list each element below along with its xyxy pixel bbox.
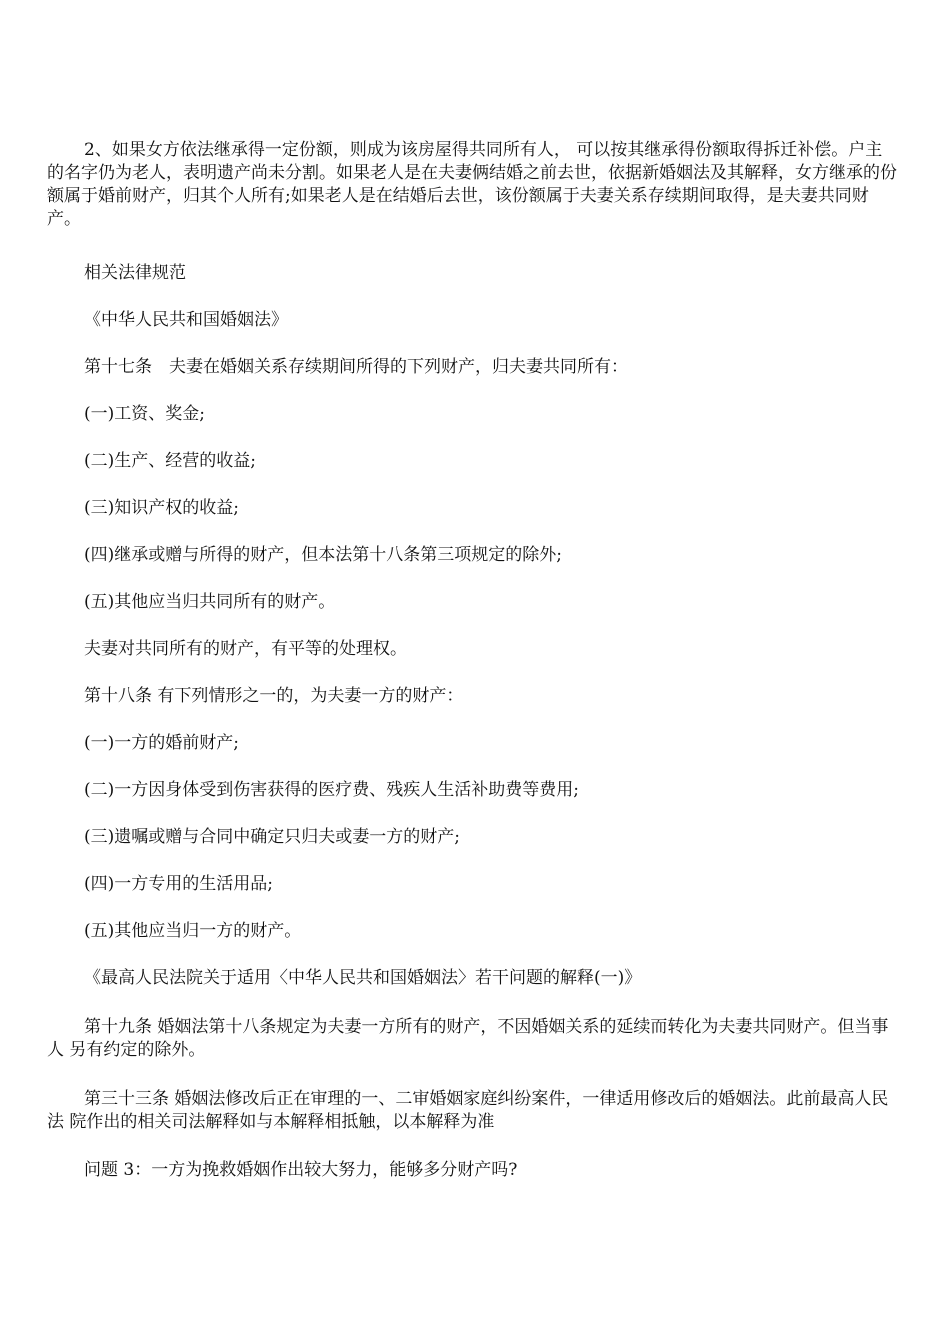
- article-18-item-4: (四)一方专用的生活用品;: [84, 874, 273, 894]
- question-3: 问题 3：一方为挽救婚姻作出较大努力，能够多分财产吗?: [84, 1160, 518, 1180]
- article-18-item-2: (二)一方因身体受到伤害获得的医疗费、残疾人生活补助费等费用;: [84, 780, 579, 800]
- interpretation-article-19: 第十九条 婚姻法第十八条规定为夫妻一方所有的财产，不因婚姻关系的延续而转化为夫妻共同财产。但当事人 另有约定的除外。: [47, 1017, 889, 1060]
- article-17-item-1: (一)工资、奖金;: [84, 404, 205, 424]
- article-18: 第十八条 有下列情形之一的，为夫妻一方的财产：: [84, 686, 464, 706]
- law-title-judicial-interpretation: 《最高人民法院关于适用〈中华人民共和国婚姻法〉若干问题的解释(一)》: [84, 968, 642, 988]
- article-17: 第十七条 夫妻在婚姻关系存续期间所得的下列财产，归夫妻共同所有：: [84, 357, 628, 377]
- article-18-item-5: (五)其他应当归一方的财产。: [84, 921, 302, 941]
- law-title-marriage-law: 《中华人民共和国婚姻法》: [84, 310, 288, 330]
- article-17-item-4: (四)继承或赠与所得的财产，但本法第十八条第三项规定的除外;: [84, 545, 562, 565]
- article-18-item-1: (一)一方的婚前财产;: [84, 733, 239, 753]
- article-17-equal-rights: 夫妻对共同所有的财产，有平等的处理权。: [84, 639, 407, 659]
- section-heading-related-laws: 相关法律规范: [84, 263, 186, 283]
- article-18-item-3: (三)遗嘱或赠与合同中确定只归夫或妻一方的财产;: [84, 827, 460, 847]
- paragraph-inheritance-share: 2、如果女方依法继承得一定份额，则成为该房屋得共同所有人， 可以按其继承得份额取得拆迁补偿。户主的名字仍为老人，表明遗产尚未分割。如果老人是在夫妻俩结婚之前去世，依据新婚姻法及其解释，女方继承的份额属于婚前财产，归其个人所有;如果老人是在结婚后去世，该份额属于夫妻关系存续期间取得，是夫妻共同财产。: [47, 140, 897, 229]
- article-17-item-5: (五)其他应当归共同所有的财产。: [84, 592, 336, 612]
- article-17-item-3: (三)知识产权的收益;: [84, 498, 239, 518]
- article-17-item-2: (二)生产、经营的收益;: [84, 451, 256, 471]
- interpretation-article-33: 第三十三条 婚姻法修改后正在审理的一、二审婚姻家庭纠纷案件，一律适用修改后的婚姻法。此前最高人民法 院作出的相关司法解释如与本解释相抵触，以本解释为准: [47, 1089, 889, 1132]
